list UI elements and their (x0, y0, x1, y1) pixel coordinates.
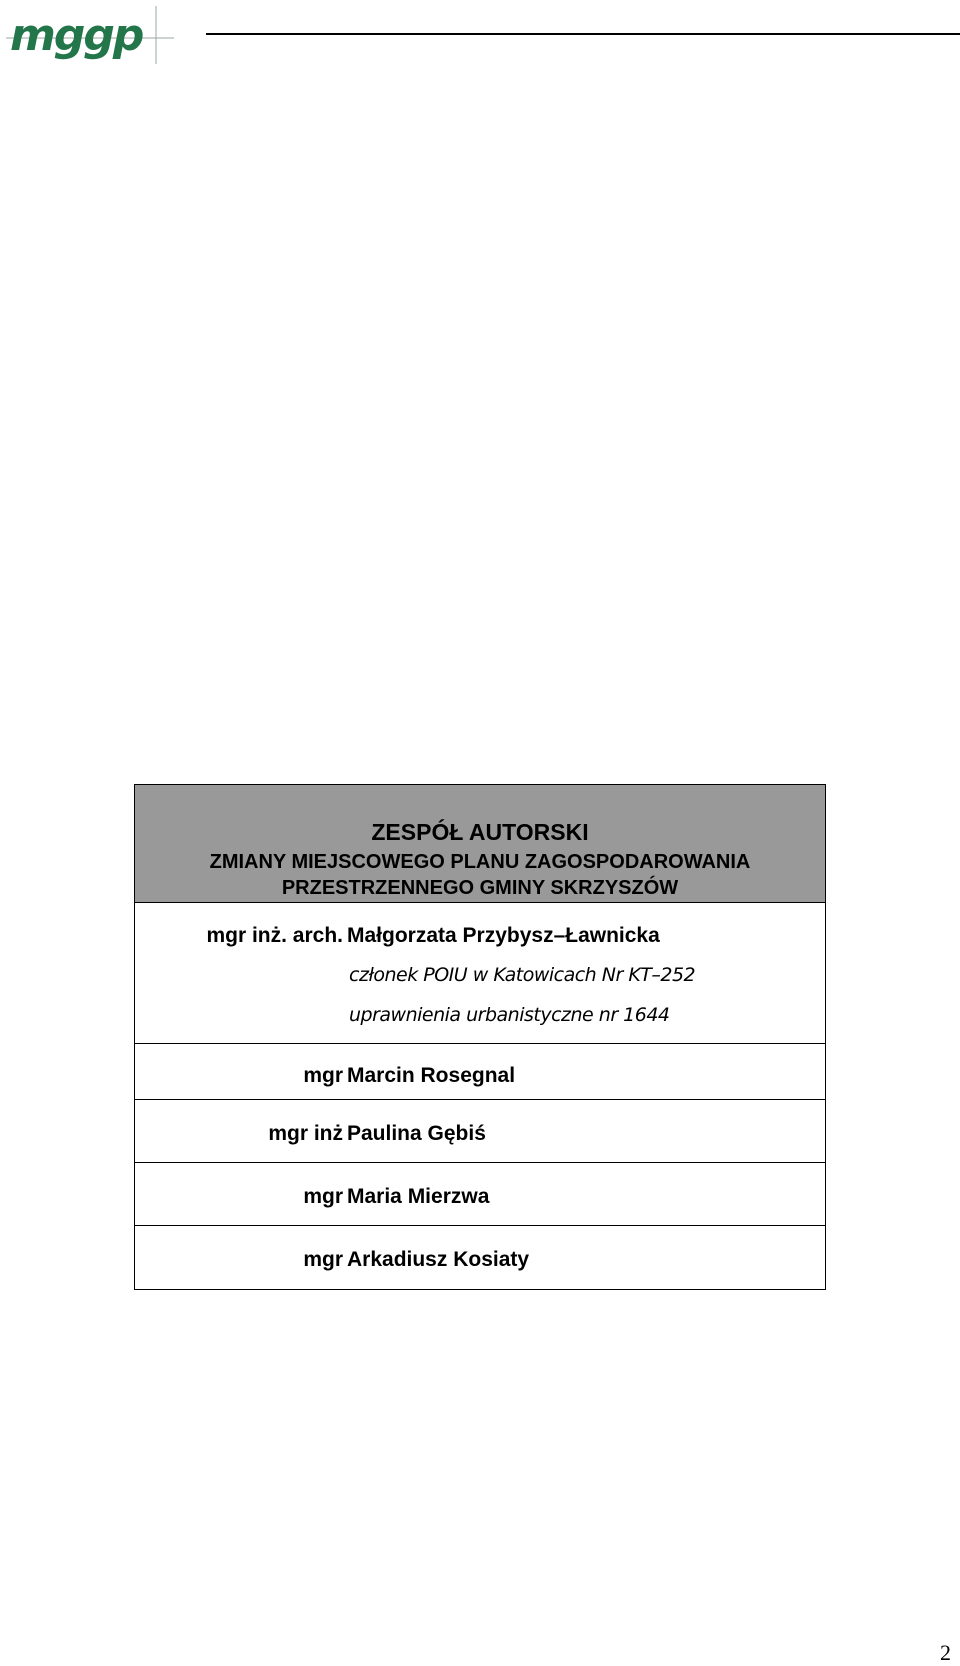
author-row-1 (135, 903, 825, 1044)
author-degree: mgr (303, 1185, 343, 1208)
table-title: ZESPÓŁ AUTORSKI (371, 819, 589, 845)
author-degree: mgr inż (268, 1122, 343, 1145)
author-degree: mgr (303, 1248, 343, 1271)
author-degree: mgr inż. arch. (206, 924, 343, 947)
author-degree: mgr (303, 1064, 343, 1087)
header-rule (206, 33, 960, 35)
author-name: Marcin Rosegnal (347, 1064, 516, 1087)
author-row-3 (135, 1100, 825, 1163)
page-number: 2 (940, 1640, 951, 1665)
author-name: Arkadiusz Kosiaty (347, 1248, 530, 1271)
mggp-logo (6, 6, 174, 64)
table-subtitle-line-2: PRZESTRZENNEGO GMINY SKRZYSZÓW (281, 877, 679, 899)
table-header (135, 785, 825, 903)
table-subtitle-line-1: ZMIANY MIEJSCOWEGO PLANU ZAGOSPODAROWANIA (209, 851, 751, 873)
author-row-4 (135, 1163, 825, 1226)
author-name: Małgorzata Przybysz–Ławnicka (347, 924, 660, 947)
author-name: Maria Mierzwa (347, 1185, 490, 1208)
author-row-5 (135, 1226, 825, 1289)
logo-text: mggp (10, 10, 143, 61)
author-license-note: uprawnienia urbanistyczne nr 1644 (349, 1004, 670, 1026)
authors-table (134, 784, 826, 1290)
author-row-2 (135, 1044, 825, 1100)
author-membership-note: członek POIU w Katowicach Nr KT–252 (349, 964, 696, 986)
author-name: Paulina Gębiś (347, 1122, 486, 1145)
